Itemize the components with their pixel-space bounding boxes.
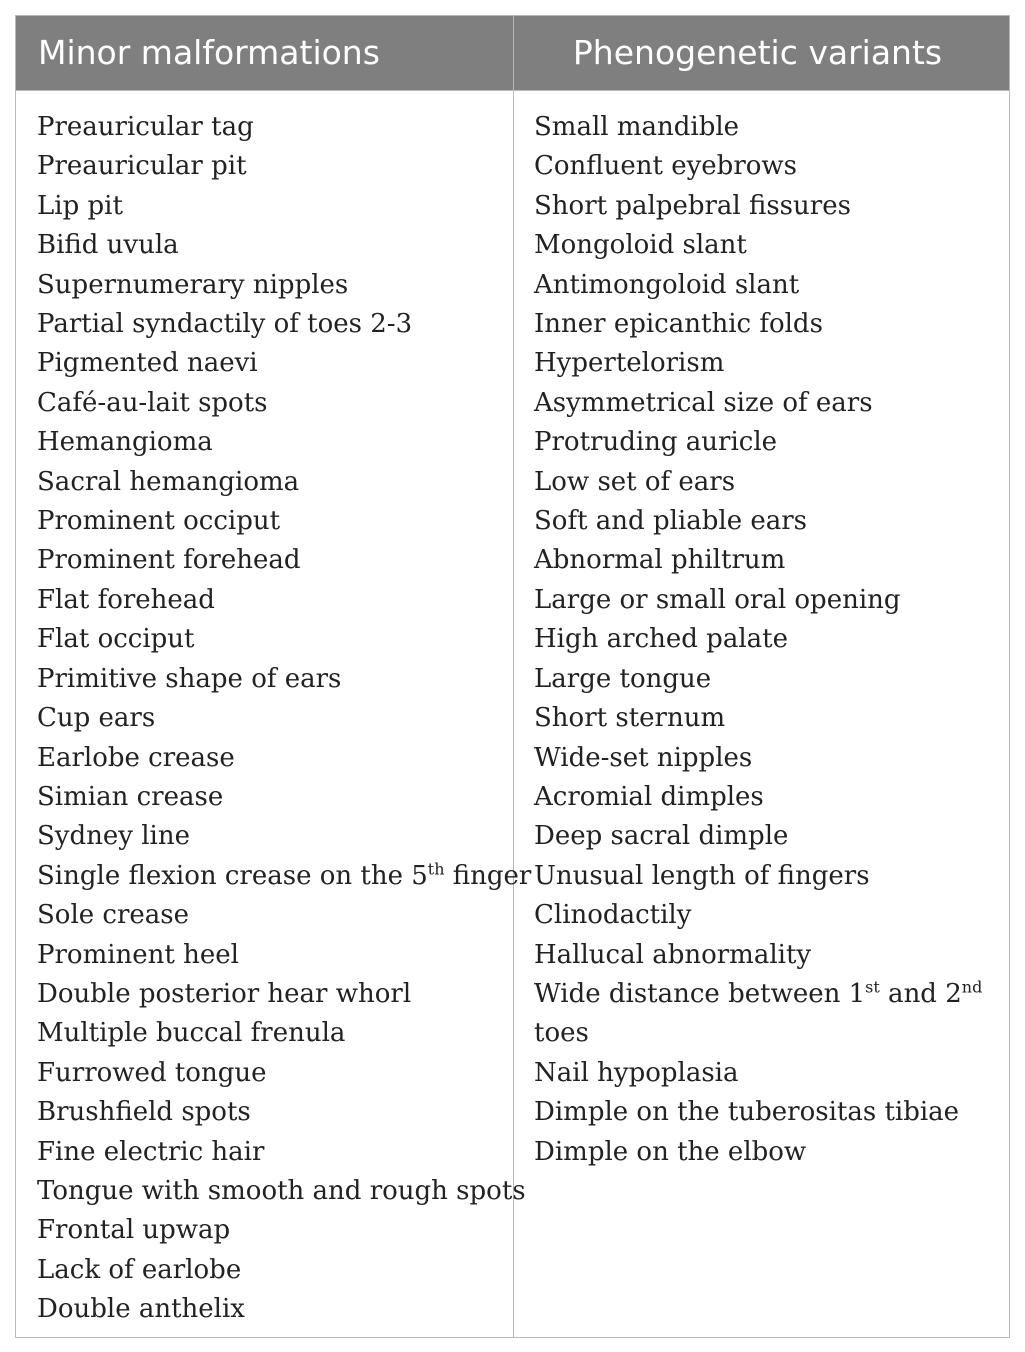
table-body [16, 90, 1009, 1338]
list-item: Prominent heel [37, 939, 239, 970]
list-item: Antimongoloid slant [534, 269, 800, 300]
superscript: nd [961, 977, 983, 997]
list-item: Clinodactily [534, 900, 692, 931]
list-item-text: and 2 [879, 978, 962, 1009]
list-item: Short palpebral fissures [534, 190, 851, 221]
list-item: Primitive shape of ears [37, 663, 342, 694]
list-item: Prominent occiput [37, 506, 281, 537]
list-item: Dimple on the tuberositas tibiae [534, 1097, 960, 1128]
list-item: Soft and pliable ears [534, 506, 807, 537]
list-item: Double posterior hear whorl [37, 978, 412, 1009]
list-item: Simian crease [37, 781, 224, 812]
list-item: Low set of ears [534, 466, 736, 497]
list-item: Unusual length of fingers [534, 860, 870, 891]
list-item: Cup ears [37, 703, 156, 734]
list-item: Sacral hemangioma [37, 466, 300, 497]
malformations-table [15, 15, 1010, 1338]
list-item: Short sternum [534, 703, 726, 734]
superscript: th [427, 859, 445, 879]
list-item: Fine electric hair [37, 1136, 265, 1167]
list-item: Supernumerary nipples [37, 269, 349, 300]
list-item: Pigmented naevi [37, 348, 258, 379]
list-item: High arched palate [534, 624, 788, 655]
minor-malformations-column [16, 91, 532, 1338]
list-item: Preauricular tag [37, 112, 254, 142]
list-item: Brushfield spots [37, 1097, 251, 1128]
list-item: Furrowed tongue [37, 1057, 267, 1088]
list-item: Hallucal abnormality [534, 939, 812, 970]
list-item-wide-distance [534, 975, 1009, 1014]
list-item: Earlobe crease [37, 742, 235, 773]
list-item-text: Single flexion crease on the 5 [37, 860, 428, 891]
list-item: Preauricular pit [37, 151, 247, 182]
list-item: Deep sacral dimple [534, 821, 789, 852]
list-item: Large tongue [534, 663, 712, 694]
list-item: Lack of earlobe [37, 1254, 242, 1285]
list-item-single-flexion-crease [37, 857, 532, 896]
list-item-continuation: toes [534, 1018, 589, 1049]
list-item: Inner epicanthic folds [534, 309, 823, 340]
list-item: Wide-set nipples [534, 742, 753, 773]
list-item: Frontal upwap [37, 1215, 231, 1246]
list-item-text: finger [444, 860, 532, 891]
header-phenogenetic-variants: Phenogenetic variants [572, 33, 943, 72]
list-item: Hemangioma [37, 427, 213, 458]
list-item: Double anthelix [37, 1294, 245, 1325]
list-item: Bifid uvula [37, 230, 179, 261]
list-item: Protruding auricle [534, 427, 778, 458]
list-item: Acromial dimples [534, 781, 764, 812]
list-item: Nail hypoplasia [534, 1057, 739, 1088]
list-item: Asymmetrical size of ears [534, 387, 873, 418]
list-item: Partial syndactily of toes 2-3 [37, 309, 413, 340]
list-item: Tongue with smooth and rough spots [37, 1175, 526, 1206]
list-item: Sydney line [37, 821, 190, 852]
list-item-text: Wide distance between 1 [534, 978, 866, 1009]
header-minor-malformations: Minor malformations [16, 16, 514, 90]
list-item: Sole crease [37, 900, 190, 931]
list-item: Hypertelorism [534, 348, 725, 379]
list-item: Dimple on the elbow [534, 1136, 807, 1167]
list-item: Small mandible [534, 112, 740, 142]
list-item: Large or small oral opening [534, 584, 901, 615]
list-item: Café-au-lait spots [37, 387, 268, 418]
list-item: Lip pit [37, 190, 123, 221]
phenogenetic-variants-column [514, 91, 1009, 1338]
list-item: Confluent eyebrows [534, 151, 798, 182]
table-header [16, 16, 1009, 90]
list-item: Multiple buccal frenula [37, 1018, 346, 1049]
list-item: Mongoloid slant [534, 230, 747, 261]
list-item: Abnormal philtrum [534, 545, 786, 576]
list-item: Flat forehead [37, 584, 215, 615]
list-item: Prominent forehead [37, 545, 301, 576]
superscript: st [865, 977, 880, 997]
list-item: Flat occiput [37, 624, 195, 655]
